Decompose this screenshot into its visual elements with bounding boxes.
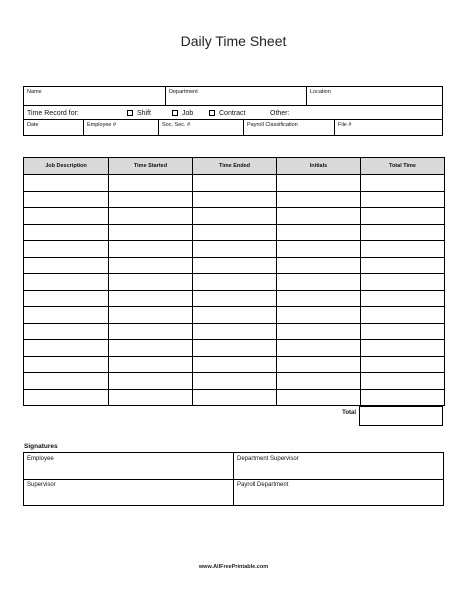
department-supervisor-label: Department Supervisor [237, 456, 299, 462]
shift-checkbox[interactable] [127, 110, 133, 116]
contract-label: Contract [219, 110, 246, 117]
table-row [24, 224, 445, 241]
table-row [24, 389, 445, 406]
job-description-cell[interactable] [24, 208, 109, 225]
total-label: Total [342, 410, 356, 416]
table-row [24, 241, 445, 258]
total-time-cell[interactable] [361, 241, 445, 258]
page-title: Daily Time Sheet [180, 33, 287, 49]
initials-cell[interactable] [277, 241, 361, 258]
time-ended-cell[interactable] [193, 389, 277, 406]
payroll-classification-label: Payroll Classification [247, 122, 298, 128]
time-ended-cell[interactable] [193, 290, 277, 307]
total-time-cell[interactable] [361, 257, 445, 274]
time-ended-cell[interactable] [193, 356, 277, 373]
info-row-ids [24, 119, 442, 136]
info-row-name [24, 87, 442, 106]
initials-cell[interactable] [277, 356, 361, 373]
time-ended-cell[interactable] [193, 224, 277, 241]
job-description-cell[interactable] [24, 224, 109, 241]
department-label: Department [169, 89, 198, 95]
time-started-cell[interactable] [109, 307, 193, 324]
total-time-cell[interactable] [361, 356, 445, 373]
job-description-cell[interactable] [24, 356, 109, 373]
soc-sec-field[interactable] [158, 120, 243, 136]
initials-cell[interactable] [277, 175, 361, 192]
time-table [23, 157, 445, 406]
table-row [24, 356, 445, 373]
employee-number-label: Employee # [87, 122, 117, 128]
time-started-cell[interactable] [109, 241, 193, 258]
total-time-cell[interactable] [361, 191, 445, 208]
job-description-cell[interactable] [24, 323, 109, 340]
table-row [24, 175, 445, 192]
time-ended-cell[interactable] [193, 257, 277, 274]
total-time-cell[interactable] [361, 224, 445, 241]
job-checkbox[interactable] [172, 110, 178, 116]
other-label: Other: [270, 110, 290, 117]
department-supervisor-signature-field[interactable] [234, 453, 443, 480]
initials-cell[interactable] [277, 274, 361, 291]
soc-sec-label: Soc. Sec. # [162, 122, 191, 128]
job-label: Job [182, 110, 194, 117]
job-description-cell[interactable] [24, 191, 109, 208]
time-ended-cell[interactable] [193, 241, 277, 258]
job-description-cell[interactable] [24, 290, 109, 307]
total-time-cell[interactable] [361, 175, 445, 192]
table-row [24, 373, 445, 390]
time-started-cell[interactable] [109, 224, 193, 241]
total-time-cell[interactable] [361, 340, 445, 357]
name-field[interactable] [24, 87, 165, 105]
header-time-started: Time Started [109, 158, 193, 175]
header-initials: Initials [277, 158, 361, 175]
initials-cell[interactable] [277, 389, 361, 406]
time-record-label: Time Record for: [27, 110, 79, 117]
time-started-cell[interactable] [109, 373, 193, 390]
total-time-cell[interactable] [361, 373, 445, 390]
initials-cell[interactable] [277, 208, 361, 225]
supervisor-signature-field[interactable] [24, 479, 234, 506]
time-ended-cell[interactable] [193, 323, 277, 340]
location-field[interactable] [306, 87, 443, 105]
total-time-cell[interactable] [361, 274, 445, 291]
total-time-cell[interactable] [361, 307, 445, 324]
job-option[interactable] [172, 110, 193, 117]
time-started-cell[interactable] [109, 191, 193, 208]
date-field[interactable] [24, 120, 83, 136]
job-description-cell[interactable] [24, 389, 109, 406]
file-number-label: File # [338, 122, 352, 128]
file-number-field[interactable] [334, 120, 443, 136]
total-time-cell[interactable] [361, 389, 445, 406]
header-total-time: Total Time [361, 158, 445, 175]
total-time-cell[interactable] [361, 290, 445, 307]
header-time-ended: Time Ended [193, 158, 277, 175]
time-ended-cell[interactable] [193, 373, 277, 390]
time-ended-cell[interactable] [193, 307, 277, 324]
job-description-cell[interactable] [24, 175, 109, 192]
department-field[interactable] [165, 87, 306, 105]
date-label: Date [27, 122, 39, 128]
table-row [24, 208, 445, 225]
supervisor-label: Supervisor [27, 482, 56, 488]
header-job-description: Job Description [24, 158, 109, 175]
time-started-cell[interactable] [109, 389, 193, 406]
total-field[interactable] [359, 406, 443, 426]
table-row [24, 274, 445, 291]
time-started-cell[interactable] [109, 290, 193, 307]
contract-option[interactable] [209, 110, 245, 117]
time-ended-cell[interactable] [193, 274, 277, 291]
initials-cell[interactable] [277, 224, 361, 241]
initials-cell[interactable] [277, 307, 361, 324]
time-ended-cell[interactable] [193, 340, 277, 357]
location-label: Location [310, 89, 331, 95]
signatures-box [23, 452, 444, 506]
total-time-cell[interactable] [361, 208, 445, 225]
employee-signature-field[interactable] [24, 453, 234, 480]
shift-label: Shift [137, 110, 152, 117]
time-started-cell[interactable] [109, 208, 193, 225]
job-description-cell[interactable] [24, 340, 109, 357]
employee-signature-label: Employee [27, 456, 54, 462]
initials-cell[interactable] [277, 290, 361, 307]
table-row [24, 340, 445, 357]
table-row [24, 257, 445, 274]
employee-info-box [23, 86, 443, 136]
time-table-body [24, 175, 445, 406]
job-description-cell[interactable] [24, 241, 109, 258]
time-ended-cell[interactable] [193, 208, 277, 225]
time-started-cell[interactable] [109, 175, 193, 192]
name-label: Name [27, 89, 42, 95]
time-table-header [24, 158, 445, 175]
time-started-cell[interactable] [109, 356, 193, 373]
payroll-department-signature-field[interactable] [234, 479, 443, 506]
time-started-cell[interactable] [109, 257, 193, 274]
info-row-time-record [24, 106, 442, 119]
initials-cell[interactable] [277, 373, 361, 390]
shift-option[interactable] [127, 110, 151, 117]
table-row [24, 307, 445, 324]
initials-cell[interactable] [277, 257, 361, 274]
footer-credit: www.AllFreePrintable.com [198, 564, 269, 570]
time-ended-cell[interactable] [193, 191, 277, 208]
table-row [24, 191, 445, 208]
contract-checkbox[interactable] [209, 110, 215, 116]
table-row [24, 290, 445, 307]
initials-cell[interactable] [277, 323, 361, 340]
time-started-cell[interactable] [109, 340, 193, 357]
job-description-cell[interactable] [24, 274, 109, 291]
employee-number-field[interactable] [83, 120, 158, 136]
time-started-cell[interactable] [109, 323, 193, 340]
job-description-cell[interactable] [24, 373, 109, 390]
job-description-cell[interactable] [24, 307, 109, 324]
time-ended-cell[interactable] [193, 175, 277, 192]
total-time-cell[interactable] [361, 323, 445, 340]
payroll-classification-field[interactable] [243, 120, 334, 136]
time-started-cell[interactable] [109, 274, 193, 291]
payroll-department-label: Payroll Department [237, 482, 289, 488]
table-row [24, 323, 445, 340]
initials-cell[interactable] [277, 191, 361, 208]
initials-cell[interactable] [277, 340, 361, 357]
signatures-heading: Signatures [24, 443, 58, 450]
job-description-cell[interactable] [24, 257, 109, 274]
